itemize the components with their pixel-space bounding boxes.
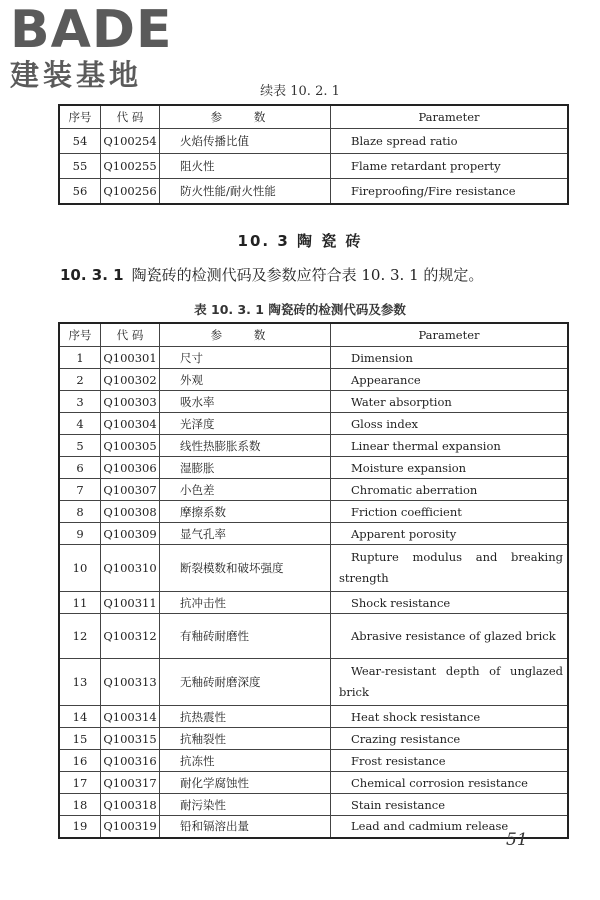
row-parameter-en: Gloss index — [331, 413, 569, 435]
row-no: 15 — [59, 728, 101, 750]
clause-body: 陶瓷砖的检测代码及参数应符合表 10. 3. 1 的规定。 — [131, 266, 484, 284]
row-no: 16 — [59, 750, 101, 772]
row-parameter-en: Friction coefficient — [331, 501, 569, 523]
table-header-row — [59, 105, 568, 129]
row-parameter-cn: 防火性能/耐火性能 — [160, 179, 331, 204]
row-code: Q100310 — [101, 545, 160, 592]
table-row — [59, 728, 568, 750]
row-code: Q100313 — [101, 659, 160, 706]
continued-table — [58, 104, 569, 205]
clause-text — [60, 264, 483, 285]
row-no: 10 — [59, 545, 101, 592]
row-parameter-en: Frost resistance — [331, 750, 569, 772]
table-row — [59, 179, 568, 204]
row-no: 55 — [59, 154, 101, 179]
row-parameter-cn: 摩擦系数 — [160, 501, 331, 523]
table-row — [59, 391, 568, 413]
continued-table-caption: 续表 10. 2. 1 — [260, 84, 340, 99]
table-row — [59, 154, 568, 179]
row-parameter-cn: 尺寸 — [160, 347, 331, 369]
row-parameter-en: Rupture modulus and breaking strength — [331, 545, 569, 592]
row-parameter-cn: 线性热膨胀系数 — [160, 435, 331, 457]
row-code: Q100318 — [101, 794, 160, 816]
row-parameter-en: Fireproofing/Fire resistance — [331, 179, 569, 204]
table-row — [59, 794, 568, 816]
header-parameter-cn: 参 数 — [160, 323, 331, 347]
row-parameter-en: Heat shock resistance — [331, 706, 569, 728]
table-row — [59, 129, 568, 154]
header-parameter-en: Parameter — [331, 323, 569, 347]
row-no: 8 — [59, 501, 101, 523]
row-parameter-en: Crazing resistance — [331, 728, 569, 750]
section-title: 10. 3 陶 瓷 砖 — [237, 232, 363, 250]
row-no: 6 — [59, 457, 101, 479]
table-row — [59, 369, 568, 391]
row-code: Q100317 — [101, 772, 160, 794]
row-code: Q100316 — [101, 750, 160, 772]
row-parameter-cn: 外观 — [160, 369, 331, 391]
row-parameter-cn: 耐化学腐蚀性 — [160, 772, 331, 794]
row-no: 5 — [59, 435, 101, 457]
bade-logo — [10, 0, 173, 92]
table-row — [59, 501, 568, 523]
row-parameter-en: Moisture expansion — [331, 457, 569, 479]
row-no: 54 — [59, 129, 101, 154]
row-no: 11 — [59, 592, 101, 614]
row-parameter-en: Water absorption — [331, 391, 569, 413]
table-row — [59, 479, 568, 501]
row-code: Q100256 — [101, 179, 160, 204]
table-row — [59, 772, 568, 794]
row-parameter-en: Apparent porosity — [331, 523, 569, 545]
table-row — [59, 659, 568, 706]
table-row — [59, 706, 568, 728]
row-no: 7 — [59, 479, 101, 501]
row-parameter-en: Wear-resistant depth of unglazed brick — [331, 659, 569, 706]
row-no: 18 — [59, 794, 101, 816]
row-code: Q100307 — [101, 479, 160, 501]
row-no: 3 — [59, 391, 101, 413]
row-no: 9 — [59, 523, 101, 545]
row-parameter-cn: 无釉砖耐磨深度 — [160, 659, 331, 706]
row-parameter-en: Dimension — [331, 347, 569, 369]
row-parameter-cn: 抗冲击性 — [160, 592, 331, 614]
logo-chinese: 建装基地 — [10, 58, 143, 92]
row-no: 1 — [59, 347, 101, 369]
row-code: Q100309 — [101, 523, 160, 545]
row-no: 13 — [59, 659, 101, 706]
row-parameter-cn: 断裂模数和破坏强度 — [160, 545, 331, 592]
row-no: 2 — [59, 369, 101, 391]
row-parameter-cn: 吸水率 — [160, 391, 331, 413]
row-parameter-cn: 有釉砖耐磨性 — [160, 614, 331, 659]
table-row — [59, 435, 568, 457]
row-code: Q100312 — [101, 614, 160, 659]
row-parameter-en: Shock resistance — [331, 592, 569, 614]
row-code: Q100314 — [101, 706, 160, 728]
header-code: 代 码 — [101, 105, 160, 129]
row-parameter-en: Appearance — [331, 369, 569, 391]
table-row — [59, 545, 568, 592]
row-parameter-en: Abrasive resistance of glazed brick — [331, 614, 569, 659]
row-parameter-cn: 耐污染性 — [160, 794, 331, 816]
main-table-caption: 表 10. 3. 1 陶瓷砖的检测代码及参数 — [194, 302, 406, 317]
row-parameter-cn: 显气孔率 — [160, 523, 331, 545]
row-parameter-en: Chemical corrosion resistance — [331, 772, 569, 794]
table-row — [59, 457, 568, 479]
table-row — [59, 413, 568, 435]
row-code: Q100319 — [101, 816, 160, 838]
row-no: 56 — [59, 179, 101, 204]
row-code: Q100311 — [101, 592, 160, 614]
table-row — [59, 750, 568, 772]
table-header-row — [59, 323, 568, 347]
row-code: Q100303 — [101, 391, 160, 413]
header-code: 代 码 — [101, 323, 160, 347]
row-code: Q100301 — [101, 347, 160, 369]
row-parameter-cn: 铅和镉溶出量 — [160, 816, 331, 838]
row-no: 17 — [59, 772, 101, 794]
row-parameter-cn: 抗冻性 — [160, 750, 331, 772]
row-no: 12 — [59, 614, 101, 659]
table-row — [59, 614, 568, 659]
row-no: 4 — [59, 413, 101, 435]
table-row — [59, 347, 568, 369]
logo-word: BADE — [10, 0, 173, 60]
row-parameter-cn: 湿膨胀 — [160, 457, 331, 479]
row-parameter-en: Lead and cadmium release — [331, 816, 569, 838]
row-code: Q100315 — [101, 728, 160, 750]
row-parameter-en: Linear thermal expansion — [331, 435, 569, 457]
row-parameter-en: Blaze spread ratio — [331, 129, 569, 154]
row-code: Q100308 — [101, 501, 160, 523]
row-parameter-cn: 抗釉裂性 — [160, 728, 331, 750]
row-parameter-cn: 阻火性 — [160, 154, 331, 179]
row-code: Q100306 — [101, 457, 160, 479]
main-table — [58, 322, 569, 839]
row-parameter-cn: 光泽度 — [160, 413, 331, 435]
row-parameter-en: Flame retardant property — [331, 154, 569, 179]
table-row — [59, 592, 568, 614]
clause-number: 10. 3. 1 — [60, 266, 124, 284]
header-no: 序号 — [59, 105, 101, 129]
row-parameter-cn: 火焰传播比值 — [160, 129, 331, 154]
row-no: 19 — [59, 816, 101, 838]
row-code: Q100302 — [101, 369, 160, 391]
row-parameter-cn: 小色差 — [160, 479, 331, 501]
header-no: 序号 — [59, 323, 101, 347]
header-parameter-en: Parameter — [331, 105, 569, 129]
row-parameter-cn: 抗热震性 — [160, 706, 331, 728]
row-code: Q100255 — [101, 154, 160, 179]
table-row — [59, 816, 568, 838]
row-parameter-en: Stain resistance — [331, 794, 569, 816]
row-code: Q100254 — [101, 129, 160, 154]
page-number: 51 — [506, 830, 528, 850]
header-parameter-cn: 参 数 — [160, 105, 331, 129]
row-no: 14 — [59, 706, 101, 728]
row-code: Q100305 — [101, 435, 160, 457]
row-code: Q100304 — [101, 413, 160, 435]
row-parameter-en: Chromatic aberration — [331, 479, 569, 501]
table-row — [59, 523, 568, 545]
